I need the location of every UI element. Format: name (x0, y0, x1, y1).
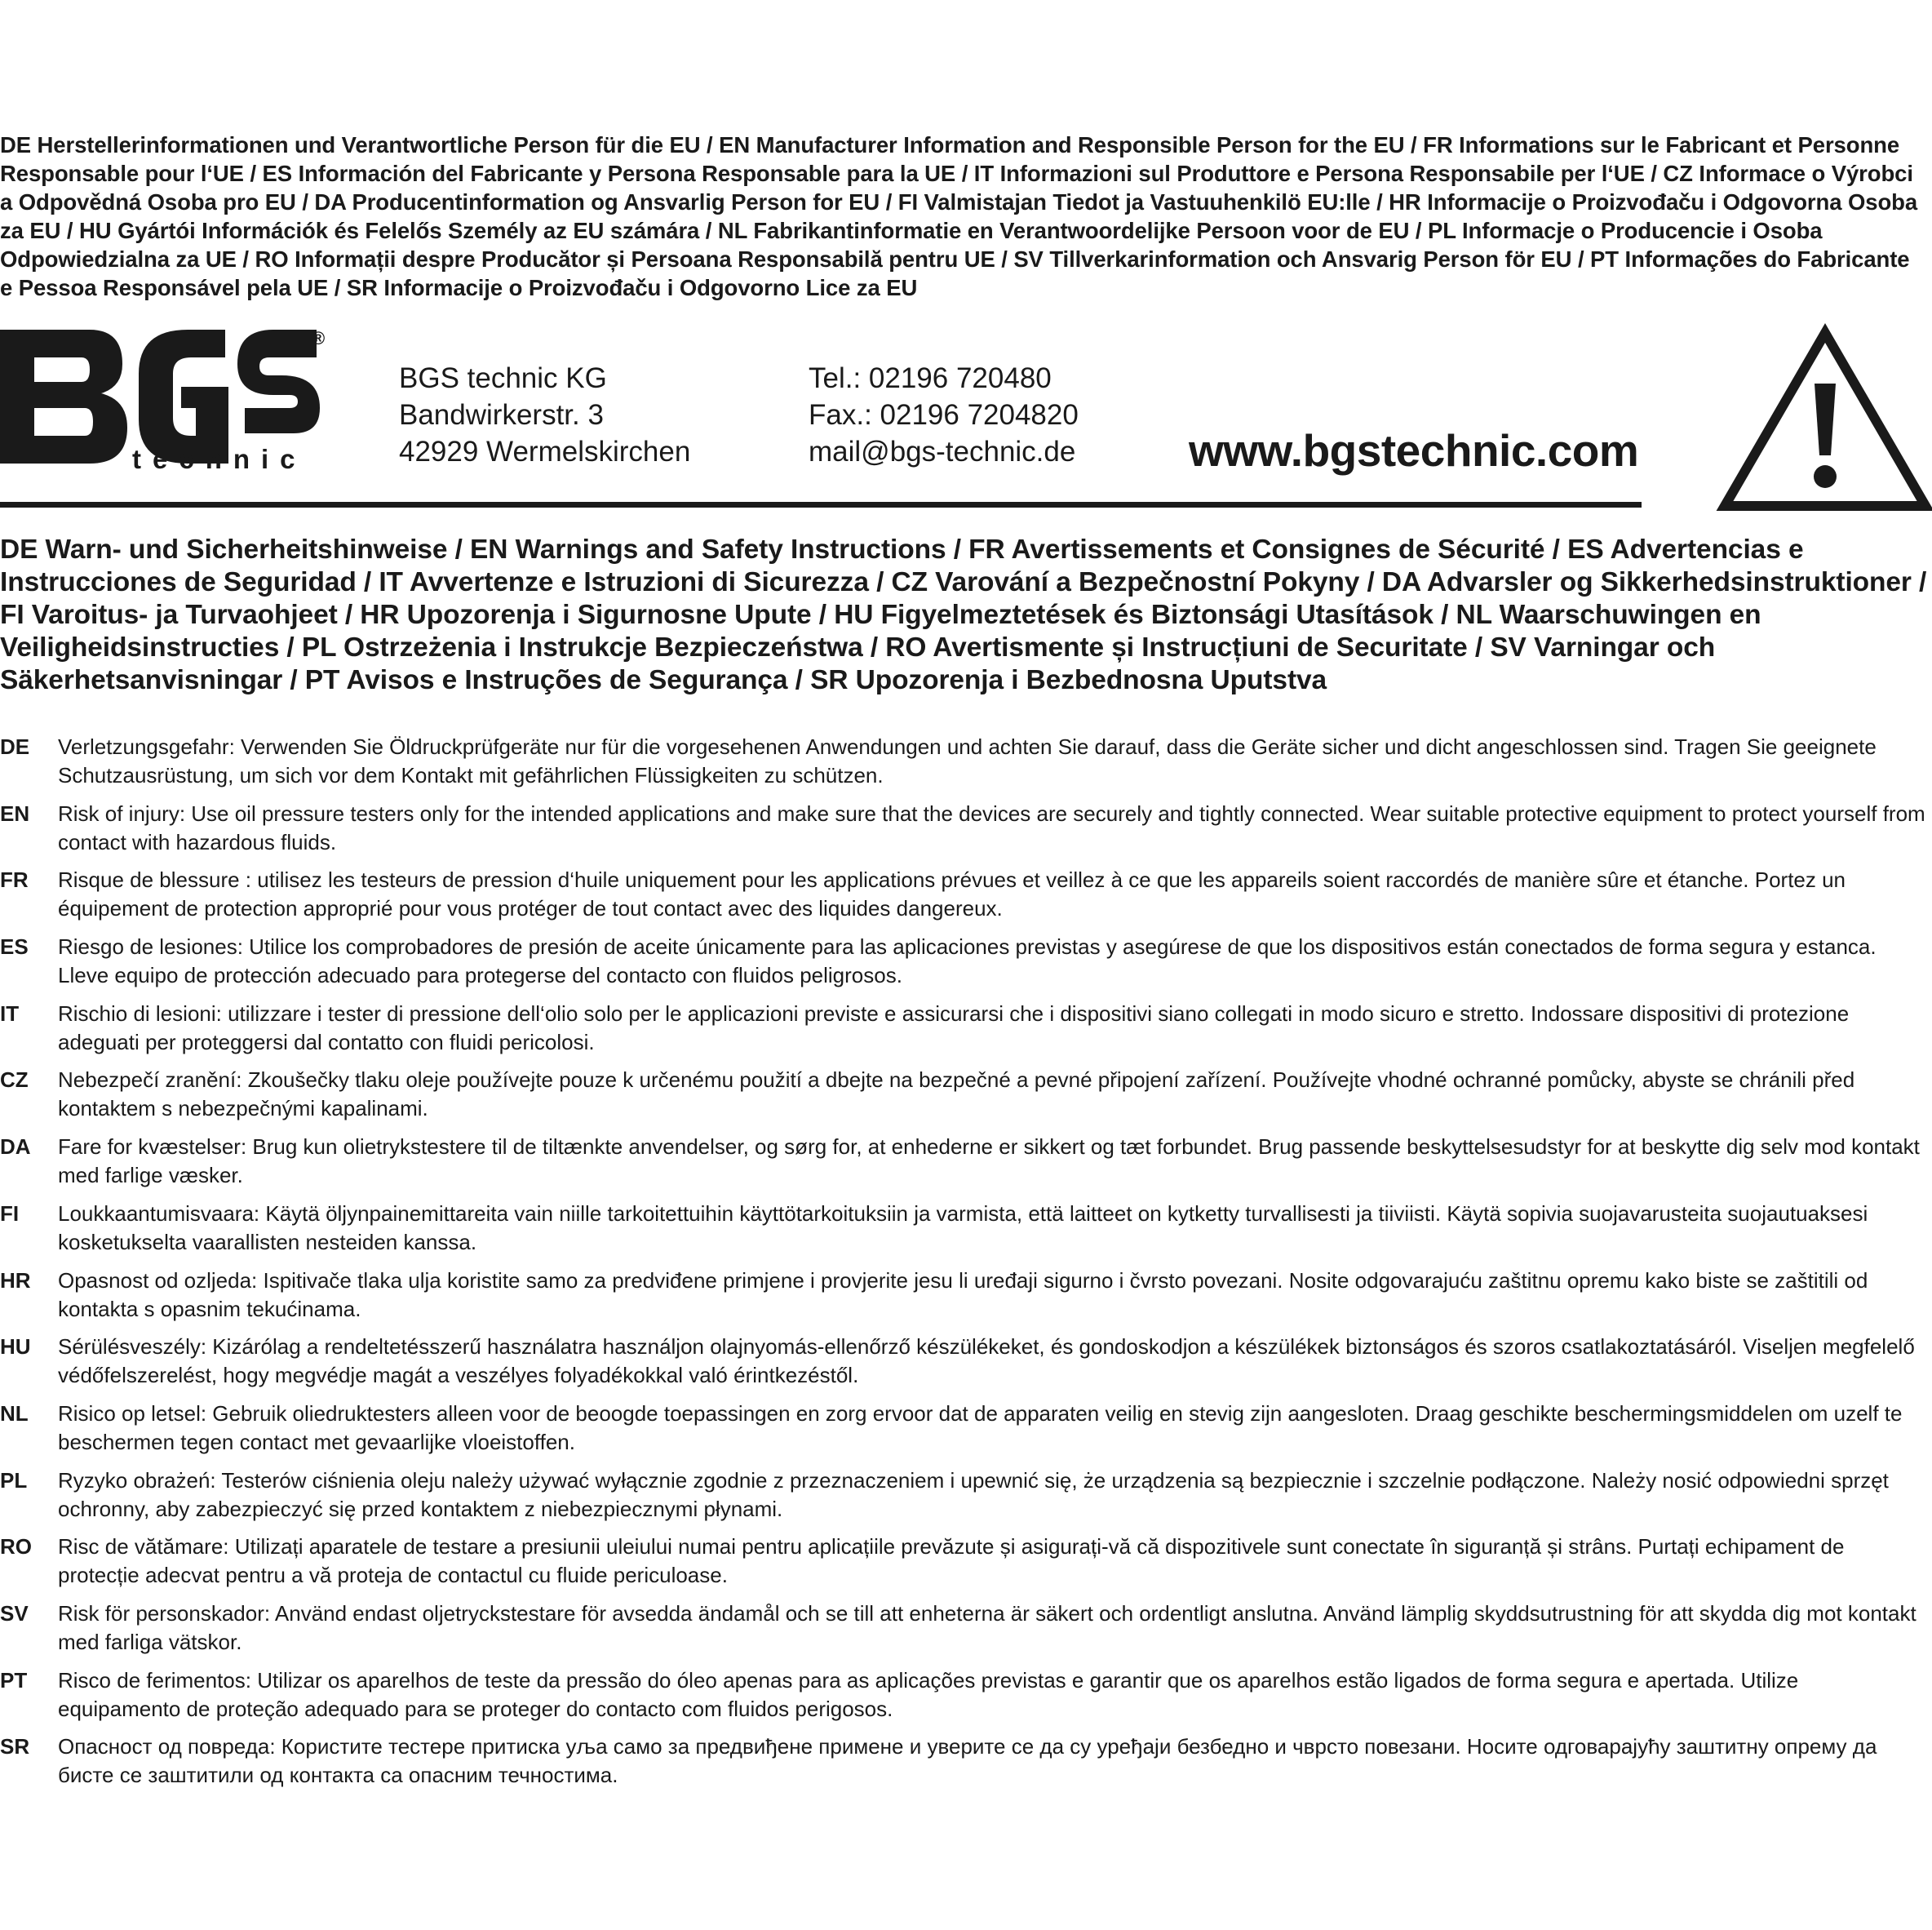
instruction-text: Risk of injury: Use oil pressure testers only for the intended applications and make sure that the devices are securely and tightly connected. Wear suitable protective equipment to protect yourself from contact with hazardous fluids. (58, 801, 1925, 854)
instruction-text: Risc de vătămare: Utilizați aparatele de testare a presiunii uleiului numai pentru aplicațiile prevăzute și asigurați-vă că dispozitivele sunt conectate în siguranță și strâns. Purtați echipament de protecție adecvat pentru a vă proteja de contactul cu fluide periculoase. (58, 1534, 1845, 1588)
contact-fax: Fax.: 02196 7204820 (809, 399, 1079, 431)
company-address (399, 360, 690, 470)
instruction-text: Fare for kvæstelser: Brug kun olietrykstestere til de tiltænkte anvendelser, og sørg for, at enhederne er sikkert og tæt forbundet. Brug passende beskyttelsesudstyr for at beskytte dig selv mod kontakt med farlige væsker. (58, 1134, 1920, 1188)
instruction-entry-sr (0, 1733, 1927, 1799)
warning-triangle-icon (1718, 325, 1932, 512)
instruction-entry-de (0, 733, 1927, 800)
instruction-text: Risk för personskador: Använd endast oljetryckstestare för avsedda ändamål och se till att enheterna är säkert och ordentligt anslutna. Använd lämplig skyddsutrustning för att skydda dig mot kontakt med farliga vätskor. (58, 1600, 1916, 1654)
instruction-entry-hu (0, 1333, 1927, 1400)
language-code: HR (0, 1267, 31, 1293)
header-divider (0, 502, 1642, 508)
language-code: IT (0, 1000, 20, 1026)
instruction-text: Riesgo de lesiones: Utilice los comprobadores de presión de aceite únicamente para las aplicaciones previstas y asegúrese de que los dispositivos están conectados de forma segura y estanca. Lleve equipo de protección adecuado para protegerse del contacto con fluidos peligrosos. (58, 934, 1877, 988)
instruction-text: Loukkaantumisvaara: Käytä öljynpainemittareita vain niille tarkoitettuihin käyttötarkoituksiin ja varmista, että laitteet on kytketty turvallisesti ja tiiviisti. Käytä sopivia suojavarusteita suojautuaksesi kosketukselta vaarallisten nesteiden kanssa. (58, 1200, 1868, 1254)
warnings-heading: DE Warn- und Sicherheitshinweise / EN Warnings and Safety Instructions / FR Avertissements et Consignes de Sécurité / ES Advertencias e Instrucciones de Seguridad / IT Avvertenze e Istruzioni di Sicurezza / CZ Varování a Bezpečnostní Pokyny / DA Advarsler og Sikkerhedsinstruktioner / FI Varoitus- ja Turvaohjeet / HR Upozorenja i Sigurnosne Upute / HU Figyelmeztetések és Biztonsági Utasítások / NL Waarschuwingen en Veiligheidsinstructies / PL Ostrzeżenia i Instrukcje Bezpieczeństwa / RO Avertismente și Instrucțiuni de Securitate / SV Varningar och Säkerhetsanvisningar / PT Avisos e Instruções de Segurança / SR Upozorenja i Bezbednosna Uputstva (0, 535, 1927, 695)
instruction-text: Опасност од повреда: Користите тестере притиска уља само за предвиђене примене и уверите се да су уређаји безбедно и чврсто повезани. Носите одговарајућу заштитну опрему да бисте се заштитили од контакта са опасним течностима. (58, 1734, 1877, 1788)
language-code: PL (0, 1467, 28, 1493)
instruction-text: Sérülésveszély: Kizárólag a rendeltetésszerű használatra használjon olajnyomás-ellenőrző készülékeket, és gondoskodjon a készülékek biztonságos és szoros csatlakoztatásáról. Viseljen megfelelő védőfelszerelést, hogy megvédje magát a veszélyes folyadékokkal való érintkezéstől. (58, 1334, 1915, 1388)
instruction-entry-cz (0, 1066, 1927, 1133)
instruction-entry-nl (0, 1400, 1927, 1466)
instruction-entry-es (0, 933, 1927, 1000)
manufacturer-info-heading: DE Herstellerinformationen und Verantwortliche Person für die EU / EN Manufacturer Information and Responsible Person for the EU / FR Informations sur le Fabricant et Personne Responsable pour l‘UE / ES Información del Fabricante y Persona Responsable para la UE / IT Informazioni sul Produttore e Persona Responsabile per l‘UE / CZ Informace o Výrobci a Odpovědná Osoba pro EU / DA Producentinformation og Ansvarlig Person for EU / FI Valmistajan Tiedot ja Vastuuhenkilö EU:lle / HR Informacije o Proizvođaču i Odgovorna Osoba za EU / HU Gyártói Információk és Felelős Személy az EU számára / NL Fabrikantinformatie en Verantwoordelijke Persoon voor de EU / PL Informacje o Producencie i Osoba Odpowiedzialna za UE / RO Informații despre Producător și Persoana Responsabilă pentru UE / SV Tillverkarinformation och Ansvarig Person för EU / PT Informações do Fabricante e Pessoa Responsável pela UE / SR Informacije o Proizvođaču i Odgovorno Lice za EU (0, 132, 1918, 300)
language-code: DE (0, 734, 30, 759)
language-code: FR (0, 867, 29, 893)
language-code: FI (0, 1200, 20, 1226)
registered-mark: ® (312, 328, 326, 348)
language-code: SV (0, 1600, 29, 1626)
language-code: PT (0, 1667, 28, 1693)
language-code: ES (0, 934, 29, 960)
instruction-entry-fr (0, 866, 1927, 933)
company-street: Bandwirkerstr. 3 (399, 399, 604, 431)
company-contact (809, 360, 1079, 470)
instruction-entry-pt (0, 1666, 1927, 1733)
company-city: 42929 Wermelskirchen (399, 436, 691, 468)
instruction-entry-da (0, 1133, 1927, 1200)
instruction-entry-hr (0, 1267, 1927, 1333)
instruction-entry-it (0, 1000, 1927, 1067)
contact-tel: Tel.: 02196 720480 (809, 362, 1052, 394)
logo-subtext: technic (132, 444, 307, 474)
instruction-entry-ro (0, 1533, 1927, 1599)
language-code: RO (0, 1534, 32, 1560)
bgs-technic-logo (0, 323, 326, 474)
language-code: CZ (0, 1067, 29, 1093)
language-code: HU (0, 1334, 31, 1360)
instruction-entry-pl (0, 1466, 1927, 1533)
instruction-text: Risco de ferimentos: Utilizar os aparelhos de teste da pressão do óleo apenas para as aplicações previstas e garantir que os aparelhos estão ligados de forma segura e apertada. Utilize equipamento de proteção adequado para se proteger do contacto com fluidos perigosos. (58, 1667, 1799, 1721)
language-code: EN (0, 801, 30, 826)
instruction-text: Verletzungsgefahr: Verwenden Sie Öldruckprüfgeräte nur für die vorgesehenen Anwendungen und achten Sie darauf, dass die Geräte sicher und dicht angeschlossen sind. Tragen Sie geeignete Schutzausrüstung, um sich vor dem Kontakt mit gefährlichen Flüssigkeiten zu schützen. (58, 734, 1877, 788)
instruction-entry-sv (0, 1599, 1927, 1666)
instruction-entry-fi (0, 1200, 1927, 1267)
language-code: NL (0, 1400, 29, 1426)
website-link[interactable]: www.bgstechnic.com (1189, 425, 1639, 476)
instruction-text: Risico op letsel: Gebruik oliedruktesters alleen voor de beoogde toepassingen en zorg ervoor dat de apparaten veilig en stevig zijn aangesloten. Draag geschikte beschermingsmiddelen om uzelf te beschermen tegen contact met gevaarlijke vloeistoffen. (58, 1400, 1903, 1454)
instruction-text: Rischio di lesioni: utilizzare i tester di pressione dell‘olio solo per le applicazioni previste e assicurarsi che i dispositivi siano collegati in modo sicuro e stretto. Indossare dispositivi di protezione adeguati per proteggersi dal contatto con fluidi pericolosi. (58, 1000, 1850, 1054)
instruction-entry-en (0, 800, 1927, 867)
instruction-text: Nebezpečí zranění: Zkoušečky tlaku oleje používejte pouze k určenému použití a dbejte na bezpečné a pevné připojení zařízení. Používejte vhodné ochranné pomůcky, abyste se chránili před kontaktem s nebezpečnými kapalinami. (58, 1067, 1855, 1121)
instruction-text: Ryzyko obrażeń: Testerów ciśnienia oleju należy używać wyłącznie zgodnie z przeznaczeniem i upewnić się, że urządzenia są bezpiecznie i szczelnie podłączone. Należy nosić odpowiedni sprzęt ochronny, aby zabezpieczyć się przed kontaktem z niebezpiecznymi płynami. (58, 1467, 1889, 1521)
instruction-text: Opasnost od ozljeda: Ispitivače tlaka ulja koristite samo za predviđene primjene i provjerite jesu li uređaji sigurno i čvrsto povezani. Nosite odgovarajuću zaštitnu opremu kako biste se zaštitili od kontakta s opasnim tekućinama. (58, 1267, 1868, 1321)
company-name: BGS technic KG (399, 362, 607, 394)
contact-mail[interactable]: mail@bgs-technic.de (809, 436, 1076, 468)
language-code: DA (0, 1134, 31, 1160)
language-code: SR (0, 1734, 30, 1759)
safety-instructions-list (0, 733, 1927, 1799)
instruction-text: Risque de blessure : utilisez les testeurs de pression d‘huile uniquement pour les applications prévues et veillez à ce que les appareils soient raccordés de manière sûre et étanche. Portez un équipement de protection approprié pour vous protéger de tout contact avec des liquides dangereux. (58, 867, 1846, 921)
